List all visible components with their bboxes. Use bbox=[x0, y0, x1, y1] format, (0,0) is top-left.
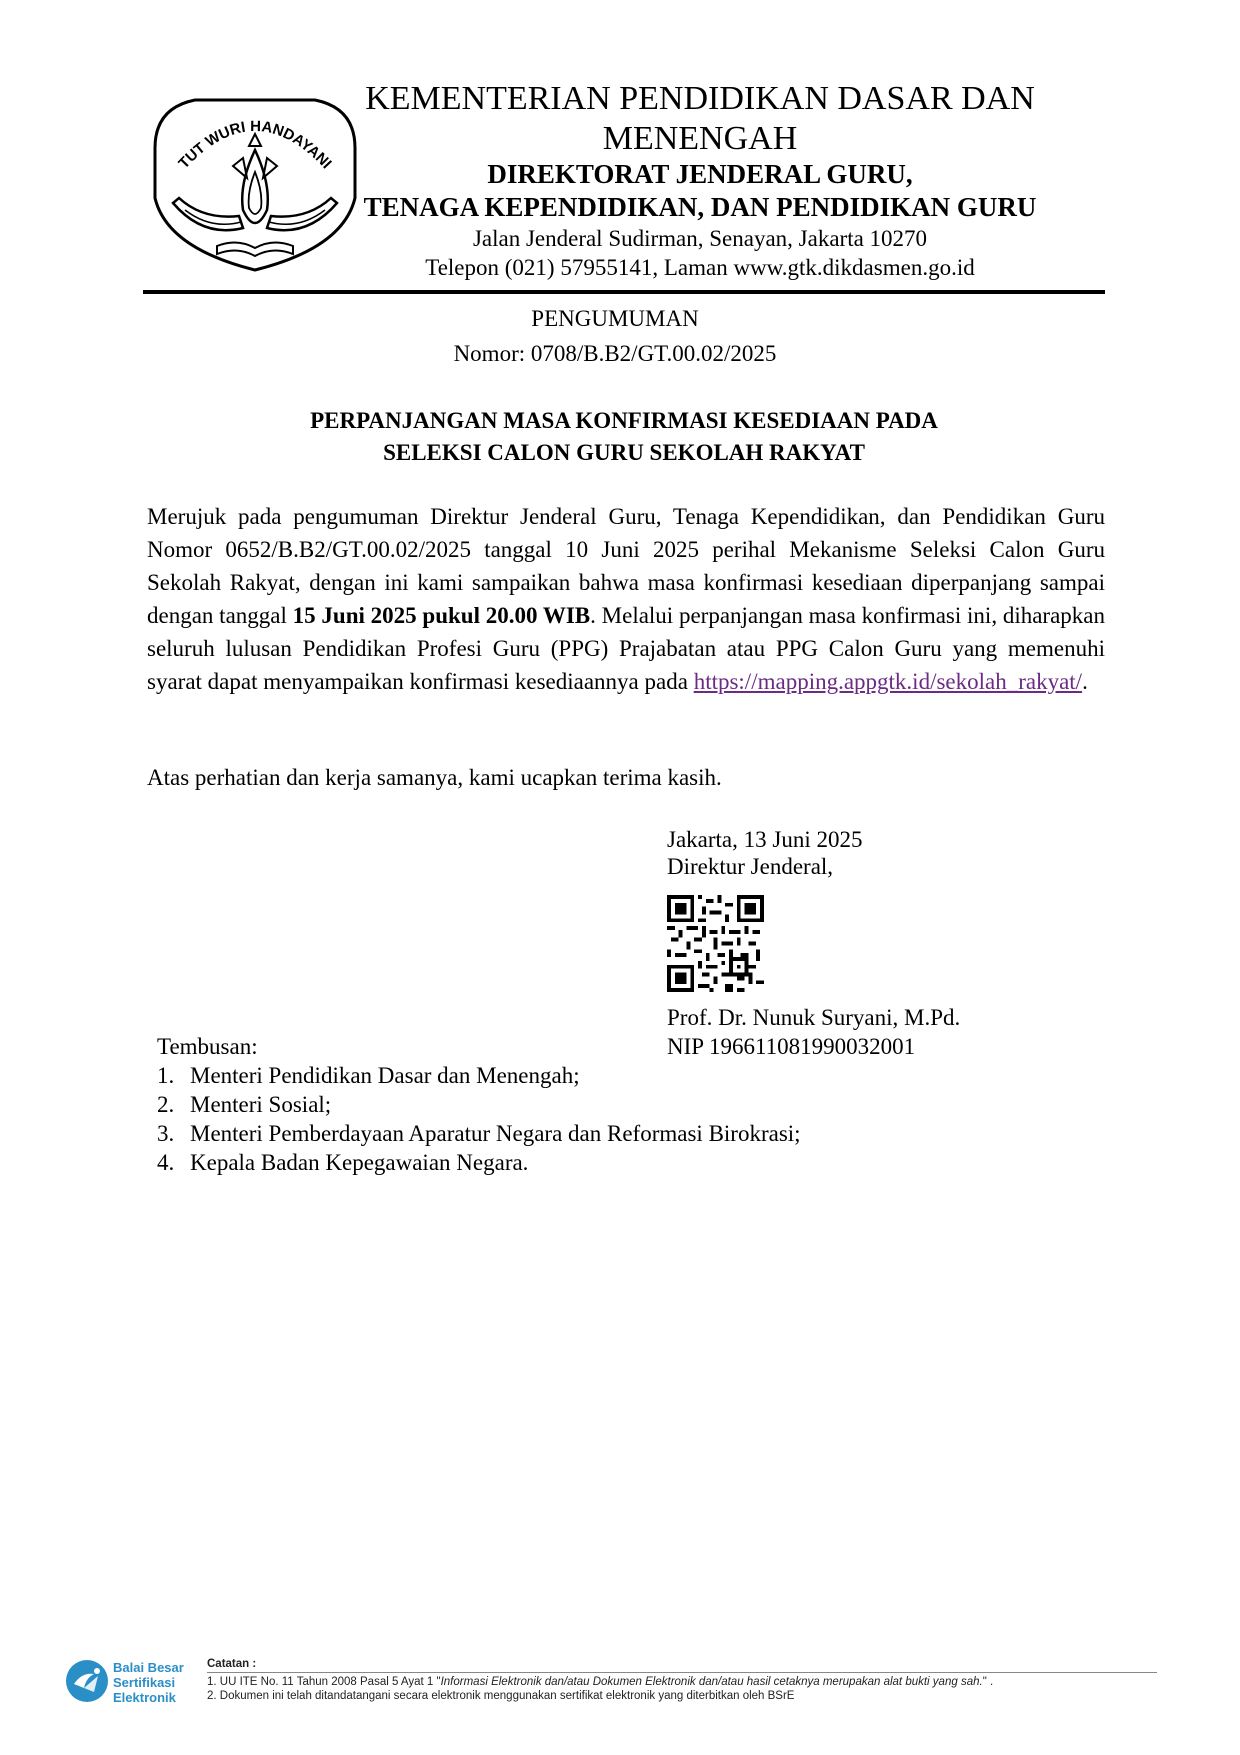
body-paragraph bbox=[147, 500, 1105, 698]
signatory-name: Prof. Dr. Nunuk Suryani, M.Pd. bbox=[667, 1005, 961, 1030]
cc-recipient: Menteri Pendidikan Dasar dan Menengah; bbox=[190, 1063, 580, 1088]
body-text-part2: . Melalui perpanjangan masa konfirmasi ini, diharapkan seluruh lulusan Pendidikan Profesi Guru (PPG) Prajabatan atau PPG Calon Guru yang memenuhi syarat dapat menyampaikan konfirmasi kesediaannya pada bbox=[147, 603, 1106, 694]
signatory-nip: NIP 196611081990032001 bbox=[667, 1034, 916, 1059]
cc-label: Tembusan: bbox=[157, 1034, 258, 1059]
footer-note-2: 2. Dokumen ini telah ditandatangani secara elektronik menggunakan sertifikat elektronik yang diterbitkan oleh BSrE bbox=[207, 1690, 795, 1702]
letterhead-contact: Telepon (021) 57955141, Laman www.gtk.dikdasmen.go.id bbox=[425, 255, 975, 280]
cc-number: 3. bbox=[157, 1121, 175, 1146]
list-item bbox=[157, 1119, 801, 1148]
bsre-line1: Balai Besar bbox=[113, 1660, 184, 1675]
letterhead-address: Jalan Jenderal Sudirman, Senayan, Jakarta 10270 bbox=[472, 226, 928, 251]
footer-notes-heading: Catatan : bbox=[207, 1658, 257, 1670]
directorate-name-line1: DIREKTORAT JENDERAL GURU, bbox=[487, 159, 913, 189]
subject-line2: SELEKSI CALON GURU SEKOLAH RAKYAT bbox=[383, 440, 865, 465]
list-item bbox=[157, 1090, 801, 1119]
signature-position: Direktur Jenderal, bbox=[667, 854, 834, 879]
announcement-number: Nomor: 0708/B.B2/GT.00.02/2025 bbox=[453, 341, 777, 366]
signature-qr-code bbox=[667, 895, 764, 992]
list-item bbox=[157, 1148, 801, 1177]
bsre-logo-icon bbox=[64, 1658, 110, 1704]
ministry-name-line2: MENENGAH bbox=[602, 120, 798, 157]
svg-text:TUT WURI HANDAYANI: TUT WURI HANDAYANI bbox=[175, 117, 335, 173]
note1-suffix: " . bbox=[982, 1676, 994, 1688]
cc-number: 4. bbox=[157, 1150, 175, 1175]
footer-note-1 bbox=[207, 1675, 1157, 1689]
cc-number: 2. bbox=[157, 1092, 175, 1117]
bsre-line2: Sertifikasi bbox=[113, 1675, 176, 1690]
bsre-name bbox=[113, 1660, 184, 1705]
announcement-title: PENGUMUMAN bbox=[531, 306, 699, 331]
ministry-name-line1: KEMENTERIAN PENDIDIKAN DASAR DAN bbox=[365, 80, 1035, 117]
cc-number: 1. bbox=[157, 1063, 175, 1088]
deadline-text: 15 Juni 2025 pukul 20.00 WIB bbox=[292, 603, 591, 628]
closing-sentence: Atas perhatian dan kerja samanya, kami ucapkan terima kasih. bbox=[147, 765, 722, 790]
footer-notes bbox=[207, 1657, 1157, 1703]
body-text-part1: Merujuk pada pengumuman Direktur Jenderal Guru, Tenaga Kependidikan, dan Pendidikan Guru Nomor 0652/B.B2/GT.00.02/2025 tanggal 10 Juni 2025 perihal Mekanisme Seleksi Calon Guru Sekolah Rakyat, dengan ini kami sampaikan bahwa masa konfirmasi kesediaan diperpanjang sampai dengan tanggal bbox=[147, 504, 1105, 628]
letterhead-divider bbox=[143, 290, 1105, 294]
cc-recipient: Kepala Badan Kepegawaian Negara. bbox=[190, 1150, 529, 1175]
body-text-part3: . bbox=[1082, 669, 1088, 694]
note1-quote: Informasi Elektronik dan/atau Dokumen Elektronik dan/atau hasil cetaknya merupakan alat bukti yang sah. bbox=[440, 1676, 983, 1688]
registration-link[interactable]: https://mapping.appgtk.id/sekolah_rakyat/ bbox=[693, 669, 1083, 694]
bsre-line3: Elektronik bbox=[113, 1690, 176, 1705]
directorate-name-line2: TENAGA KEPENDIDIKAN, DAN PENDIDIKAN GURU bbox=[363, 192, 1037, 222]
note1-prefix: 1. UU ITE No. 11 Tahun 2008 Pasal 5 Ayat 1 " bbox=[207, 1676, 441, 1688]
cc-recipient: Menteri Pemberdayaan Aparatur Negara dan Reformasi Birokrasi; bbox=[190, 1121, 801, 1146]
list-item bbox=[157, 1061, 801, 1090]
cc-list bbox=[157, 1061, 801, 1177]
signature-place-date: Jakarta, 13 Juni 2025 bbox=[667, 827, 863, 852]
subject-line1: PERPANJANGAN MASA KONFIRMASI KESEDIAAN PADA bbox=[310, 408, 938, 433]
cc-recipient: Menteri Sosial; bbox=[190, 1092, 332, 1117]
